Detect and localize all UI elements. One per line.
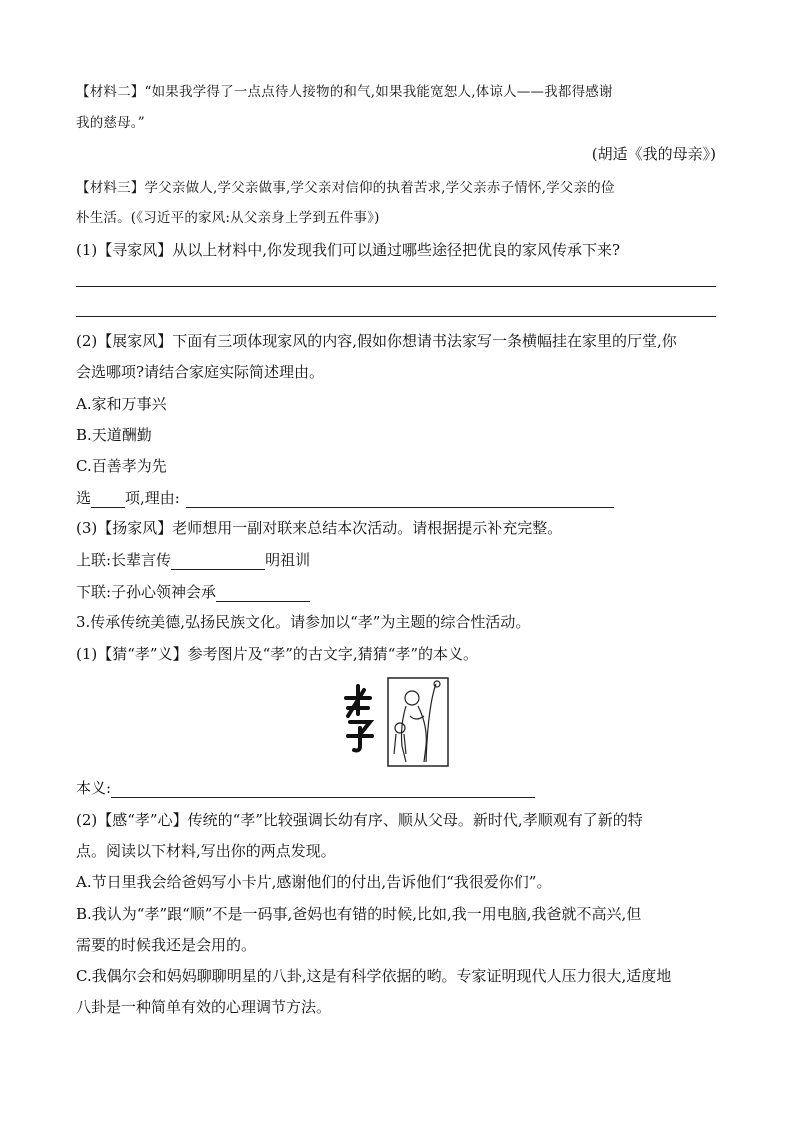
- section-3-title: 3.传承传统美德,弘扬民族文化。请参加以“孝”为主题的综合性活动。: [76, 613, 531, 631]
- couplet-lower-prefix: 下联:子孙心领神会承: [76, 583, 217, 601]
- section-3-q1: (1)【猜“孝”义】参考图片及“孝”的古文字,猜猜“孝”的本义。: [76, 645, 479, 663]
- ancient-xiao-glyph-and-illustration: [340, 676, 452, 768]
- choice-blank[interactable]: [91, 491, 125, 508]
- material-a: A.节日里我会给爸妈写小卡片,感谢他们的付出,告诉他们“我很爱你们”。: [76, 873, 552, 891]
- answer-line-2[interactable]: [76, 316, 716, 317]
- choose-reason-label: 项,理由:: [125, 489, 180, 507]
- couplet-lower-blank[interactable]: [216, 585, 310, 602]
- material2-line2: 我的慈母。”: [76, 115, 145, 131]
- material-b-line1: B.我认为“孝”跟“顺”不是一码事,爸妈也有错的时候,比如,我一用电脑,我爸就不高兴,但: [76, 905, 642, 923]
- illustration-frame: [388, 678, 448, 766]
- option-a: A.家和万事兴: [76, 395, 167, 413]
- question-2-line1: (2)【展家风】下面有三项体现家风的内容,假如你想请书法家写一条横幅挂在家里的厅堂,你: [76, 332, 677, 350]
- xiao-figure: [340, 676, 452, 768]
- choose-row: [76, 488, 614, 508]
- question-1-text: (1)【寻家风】从以上材料中,你发现我们可以通过哪些途径把优良的家风传承下来?: [76, 241, 621, 259]
- material3-line1: 【材料三】学父亲做人,学父亲做事,学父亲对信仰的执着苦求,学父亲赤子情怀,学父亲的俭: [76, 180, 615, 196]
- answer-line-1[interactable]: [76, 286, 716, 287]
- material2-source: (胡适《我的母亲》): [591, 145, 716, 163]
- meaning-label: 本义:: [76, 779, 112, 797]
- material2-line1: 【材料二】“如果我学得了一点点待人接物的和气,如果我能宽恕人,体谅人——我都得感谢: [76, 84, 613, 100]
- couplet-upper-blank[interactable]: [171, 553, 265, 570]
- question-3-text: (3)【扬家风】老师想用一副对联来总结本次活动。请根据提示补充完整。: [76, 519, 563, 537]
- choose-prefix: 选: [76, 489, 92, 507]
- seal-script-icon: [346, 686, 372, 751]
- section-3-q2-line1: (2)【感“孝”心】传统的“孝”比较强调长幼有序、顺从父母。新时代,孝顺观有了新的特: [76, 811, 643, 829]
- material-b-line2: 需要的时候我还是会用的。: [76, 936, 257, 954]
- couplet-lower: [76, 582, 310, 602]
- material3-line2: 朴生活。(《习近平的家风:从父亲身上学到五件事》): [76, 210, 380, 226]
- question-2-line2: 会选哪项?请结合家庭实际简述理由。: [76, 363, 325, 381]
- reason-blank[interactable]: [186, 491, 614, 508]
- material-c-line2: 八卦是一种简单有效的心理调节方法。: [76, 998, 332, 1016]
- section-3-q2-line2: 点。阅读以下材料,写出你的两点发现。: [76, 842, 336, 860]
- couplet-upper: [76, 550, 310, 570]
- meaning-row: [76, 778, 535, 798]
- option-c: C.百善孝为先: [76, 457, 167, 475]
- option-b: B.天道酬勤: [76, 426, 152, 444]
- meaning-blank[interactable]: [111, 781, 535, 798]
- couplet-upper-prefix: 上联:长辈言传: [76, 551, 172, 569]
- material-c-line1: C.我偶尔会和妈妈聊聊明星的八卦,这是有科学依据的哟。专家证明现代人压力很大,适度地: [76, 967, 672, 985]
- couplet-upper-suffix: 明祖训: [265, 551, 311, 569]
